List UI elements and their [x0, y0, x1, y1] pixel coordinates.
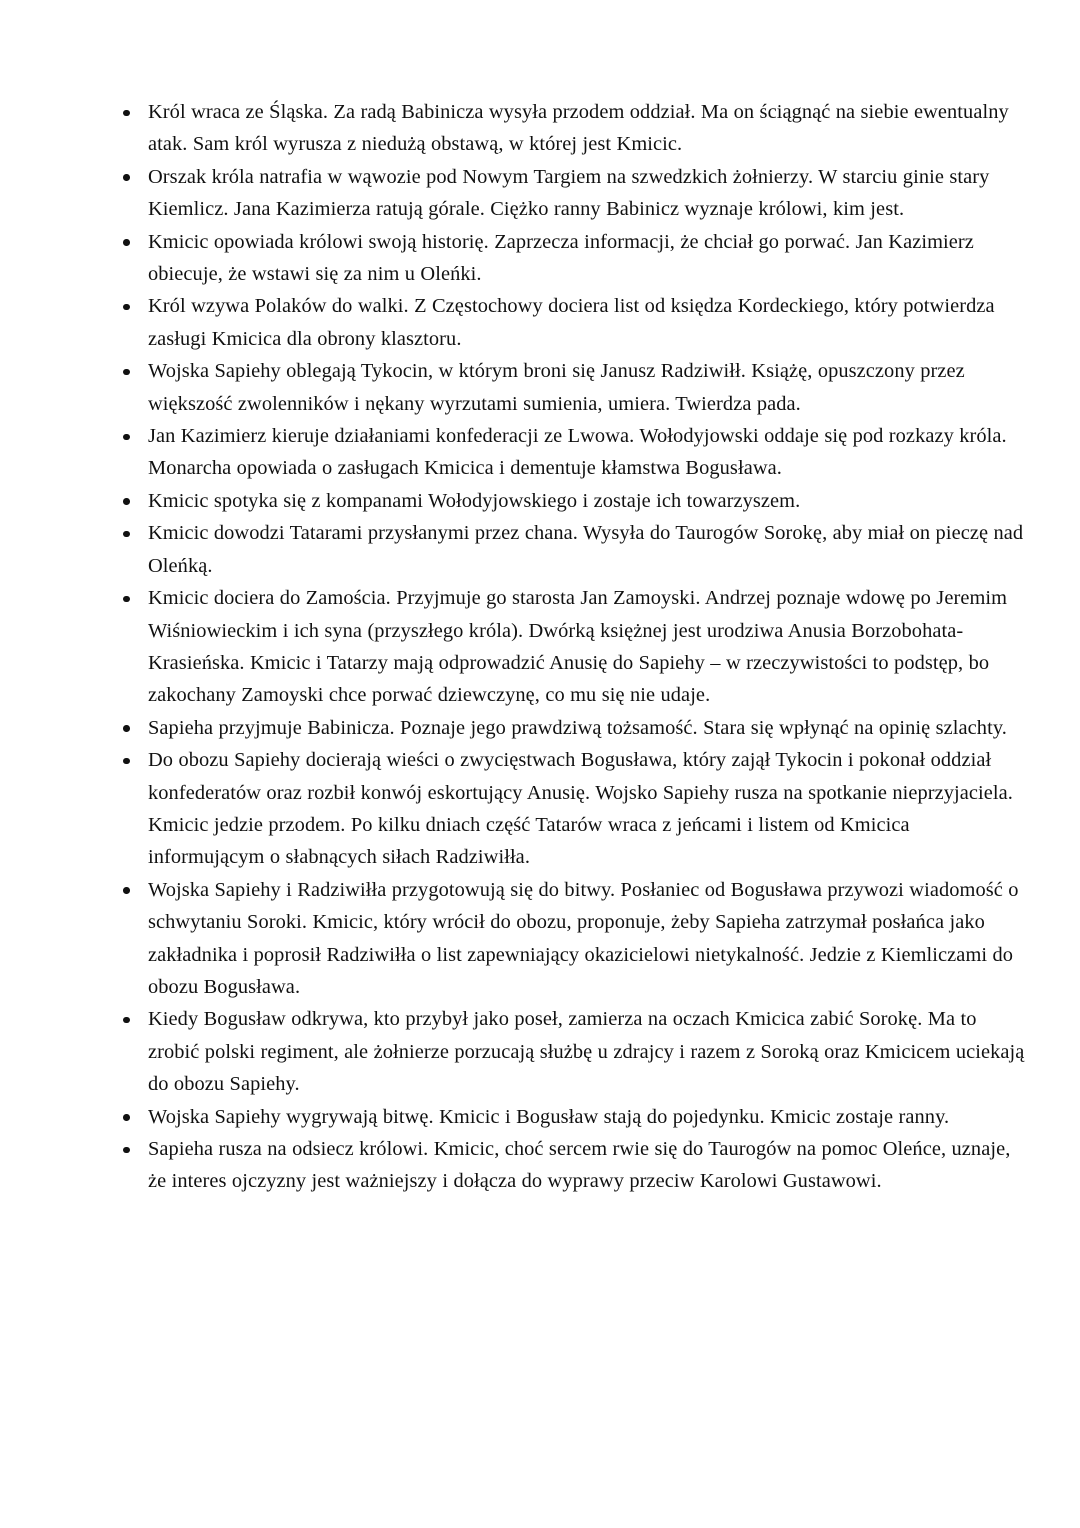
bullet-disc-icon — [123, 596, 130, 603]
list-item — [110, 874, 1028, 1004]
list-item — [110, 517, 1028, 582]
bullet-disc-icon — [123, 174, 130, 181]
list-item-text: Sapieha przyjmuje Babinicza. Poznaje jego prawdziwą tożsamość. Stara się wpłynąć na opinię szlachty. — [148, 716, 1007, 739]
list-item-text: Jan Kazimierz kieruje działaniami konfederacji ze Lwowa. Wołodyjowski oddaje się pod rozkazy króla. Monarcha opowiada o zasługach Kmicica i dementuje kłamstwa Bogusława. — [148, 425, 1007, 480]
list-item — [110, 582, 1028, 712]
bullet-disc-icon — [123, 758, 130, 765]
list-item — [110, 744, 1028, 874]
list-item-text: Kmicic spotyka się z kompanami Wołodyjowskiego i zostaje ich towarzyszem. — [148, 489, 801, 512]
list-item — [110, 1003, 1028, 1100]
list-item — [110, 485, 1028, 517]
list-item-text: Sapieha rusza na odsiecz królowi. Kmicic, choć sercem rwie się do Taurogów na pomoc Oleńce, uznaje, że interes ojczyzny jest ważniejszy i dołącza do wyprawy przeciw Karolowi Gustawowi. — [148, 1138, 1011, 1193]
list-item-text: Król wzywa Polaków do walki. Z Częstochowy dociera list od księdza Kordeckiego, który potwierdza zasługi Kmicica dla obrony klasztoru. — [148, 295, 995, 350]
bullet-disc-icon — [123, 304, 130, 311]
list-item — [110, 290, 1028, 355]
list-item-text: Wojska Sapiehy oblegają Tykocin, w którym broni się Janusz Radziwiłł. Książę, opuszczony przez większość zwolenników i nękany wyrzutami sumienia, umiera. Twierdza pada. — [148, 360, 965, 415]
list-item — [110, 712, 1028, 744]
list-item-text: Do obozu Sapiehy docierają wieści o zwycięstwach Bogusława, który zajął Tykocin i pokonał oddział konfederatów oraz rozbił konwój eskortujący Anusię. Wojsko Sapiehy rusza na spotkanie nieprzyjaciela. Kmicic jedzie przodem. Po kilku dniach część Tatarów wraca z jeńcami i listem od Kmicica informującym o słabnących siłach Radziwiłła. — [148, 749, 1013, 869]
bullet-disc-icon — [123, 531, 130, 538]
bullet-disc-icon — [123, 1114, 130, 1121]
list-item-text: Kmicic dowodzi Tatarami przysłanymi przez chana. Wysyła do Taurogów Sorokę, aby miał on pieczę nad Oleńką. — [148, 522, 1024, 577]
bullet-disc-icon — [123, 1147, 130, 1154]
list-item-text: Król wraca ze Śląska. Za radą Babinicza wysyła przodem oddział. Ma on ściągnąć na siebie ewentualny atak. Sam król wyrusza z niedużą obstawą, w której jest Kmicic. — [148, 101, 1009, 156]
bullet-disc-icon — [123, 369, 130, 376]
bullet-disc-icon — [123, 725, 130, 732]
bullet-disc-icon — [123, 110, 130, 117]
list-item-text: Kiedy Bogusław odkrywa, kto przybył jako poseł, zamierza na oczach Kmicica zabić Sorokę. Ma to zrobić polski regiment, ale żołnierze porzucają służbę u zdrajcy i razem z Soroką oraz Kmicicem uciekają do obozu Sapiehy. — [148, 1008, 1025, 1096]
bullet-disc-icon — [123, 887, 130, 894]
list-item — [110, 226, 1028, 291]
list-item — [110, 96, 1028, 161]
list-item-text: Wojska Sapiehy i Radziwiłła przygotowują się do bitwy. Posłaniec od Bogusława przywozi wiadomość o schwytaniu Soroki. Kmicic, który wrócił do obozu, proponuje, żeby Sapieha zatrzymał posłańca jako zakładnika i poprosił Radziwiłła o list zapewniający okazicielowi nietykalność. Jedzie z Kiemliczami do obozu Bogusława. — [148, 878, 1019, 998]
list-item-text: Wojska Sapiehy wygrywają bitwę. Kmicic i Bogusław stają do pojedynku. Kmicic zostaje ranny. — [148, 1105, 950, 1128]
summary-bullet-list — [110, 96, 1028, 1198]
list-item — [110, 161, 1028, 226]
list-item-text: Kmicic dociera do Zamościa. Przyjmuje go starosta Jan Zamoyski. Andrzej poznaje wdowę po Jeremim Wiśniowieckim i ich syna (przyszłego króla). Dwórką księżnej jest urodziwa Anusia Borzobohata-Krasieńska. Kmicic i Tatarzy mają odprowadzić Anusię do Sapiehy – w rzeczywistości to podstęp, bo zakochany Zamoyski chce porwać dziewczynę, co mu się nie udaje. — [148, 587, 1008, 707]
bullet-disc-icon — [123, 1017, 130, 1024]
list-item-text: Kmicic opowiada królowi swoją historię. Zaprzecza informacji, że chciał go porwać. Jan Kazimierz obiecuje, że wstawi się za nim u Oleńki. — [148, 230, 974, 286]
bullet-disc-icon — [123, 434, 130, 441]
list-item — [110, 1133, 1028, 1198]
list-item — [110, 420, 1028, 485]
list-item — [110, 355, 1028, 420]
list-item-text: Orszak króla natrafia w wąwozie pod Nowym Targiem na szwedzkich żołnierzy. W starciu ginie stary Kiemlicz. Jana Kazimierza ratują górale. Ciężko ranny Babinicz wyznaje królowi, kim jest. — [148, 165, 990, 221]
document-content — [110, 96, 1028, 1198]
list-item — [110, 1101, 1028, 1133]
bullet-disc-icon — [123, 239, 130, 246]
bullet-disc-icon — [123, 498, 130, 505]
